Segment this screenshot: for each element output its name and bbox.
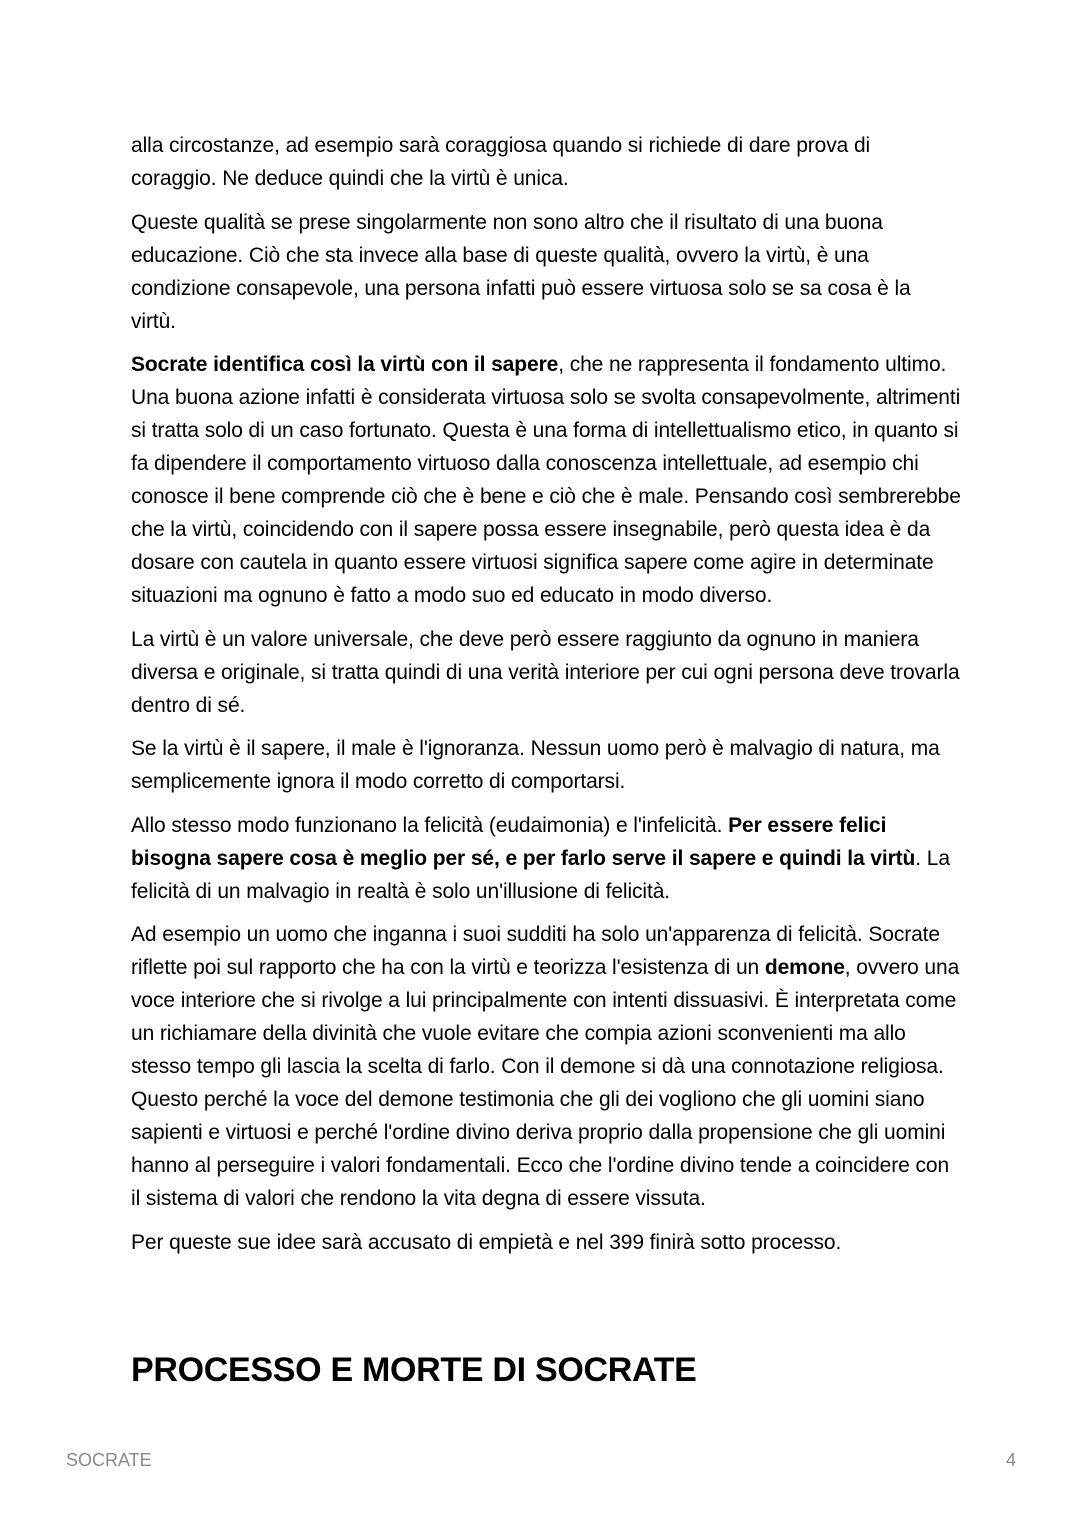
text-run: , ovvero una voce interiore che si rivolge a lui principalmente con intenti dissuasivi. È interpretata come un richiamare della divinità che vuole evitare che compia azioni sconvenienti ma allo stesso tempo gli lascia la scelta di farlo. Con il demone si dà una connotazione religiosa. Questo perché la voce del demone testimonia che gli dei vogliono che gli uomini siano sapienti e virtuosi e perché l'ordine divino deriva proprio dalla propensione che gli uomini hanno al perseguire i valori fondamentali. Ecco che l'ordine divino tende a coincidere con il sistema di valori che rendono la vita degna di essere vissuta.: [131, 956, 960, 1210]
text-run: . La felicità di un malvagio in realtà è solo un'illusione di felicità.: [131, 846, 950, 903]
text-run: Queste qualità se prese singolarmente non sono altro che il risultato di una buona educazione. Ciò che sta invece alla base di queste qualità, ovvero la virtù, è una condizione consapevole, una persona infatti può essere virtuosa solo se sa cosa è la virtù.: [131, 210, 911, 333]
footer-document-title: SOCRATE: [66, 1450, 152, 1470]
paragraph-5: [131, 732, 961, 798]
paragraph-2: [131, 206, 961, 338]
paragraph-1: [131, 129, 961, 195]
bold-text-run: Socrate identifica così la virtù con il sapere: [131, 353, 559, 376]
text-run: Allo stesso modo funzionano la felicità (eudaimonia) e l'infelicità.: [131, 813, 729, 837]
bold-text-run: Per essere felici bisogna sapere cosa è meglio per sé, e per farlo serve il sapere e quindi la virtù: [131, 813, 916, 870]
paragraph-7: [131, 918, 961, 1215]
footer-page-number: 4: [1005, 1450, 1016, 1470]
paragraph-3: [131, 348, 961, 612]
section-heading: PROCESSO E MORTE DI SOCRATE: [131, 1351, 697, 1389]
text-run: alla circostanze, ad esempio sarà coraggiosa quando si richiede di dare prova di coraggio. Ne deduce quindi che la virtù è unica.: [131, 134, 871, 190]
body-text: [131, 129, 961, 1269]
text-run: Per queste sue idee sarà accusato di empietà e nel 399 finirà sotto processo.: [131, 1230, 842, 1254]
text-run: La virtù è un valore universale, che deve però essere raggiunto da ognuno in maniera diversa e originale, si tratta quindi di una verità interiore per cui ogni persona deve trovarla dentro di sé.: [131, 627, 960, 717]
paragraph-8: [131, 1226, 961, 1259]
text-run: Se la virtù è il sapere, il male è l'ignoranza. Nessun uomo però è malvagio di natura, ma semplicemente ignora il modo corretto di comportarsi.: [131, 737, 940, 793]
text-run: , che ne rappresenta il fondamento ultimo. Una buona azione infatti è considerata virtuosa solo se svolta consapevolmente, altrimenti si tratta solo di un caso fortunato. Questa è una forma di intellettualismo etico, in quanto si fa dipendere il comportamento virtuoso dalla conoscenza intellettuale, ad esempio chi conosce il bene comprende ciò che è bene e ciò che è male. Pensando così sembrerebbe che la virtù, coincidendo con il sapere possa essere insegnabile, però questa idea è da dosare con cautela in quanto essere virtuosi significa sapere come agire in determinate situazioni ma ognuno è fatto a modo suo ed educato in modo diverso.: [131, 353, 961, 607]
paragraph-6: [131, 809, 961, 908]
bold-text-run: demone: [764, 956, 845, 979]
paragraph-4: [131, 623, 961, 722]
text-run: Ad esempio un uomo che inganna i suoi sudditi ha solo un'apparenza di felicità. Socrate riflette poi sul rapporto che ha con la virtù e teorizza l'esistenza di un: [131, 923, 940, 979]
